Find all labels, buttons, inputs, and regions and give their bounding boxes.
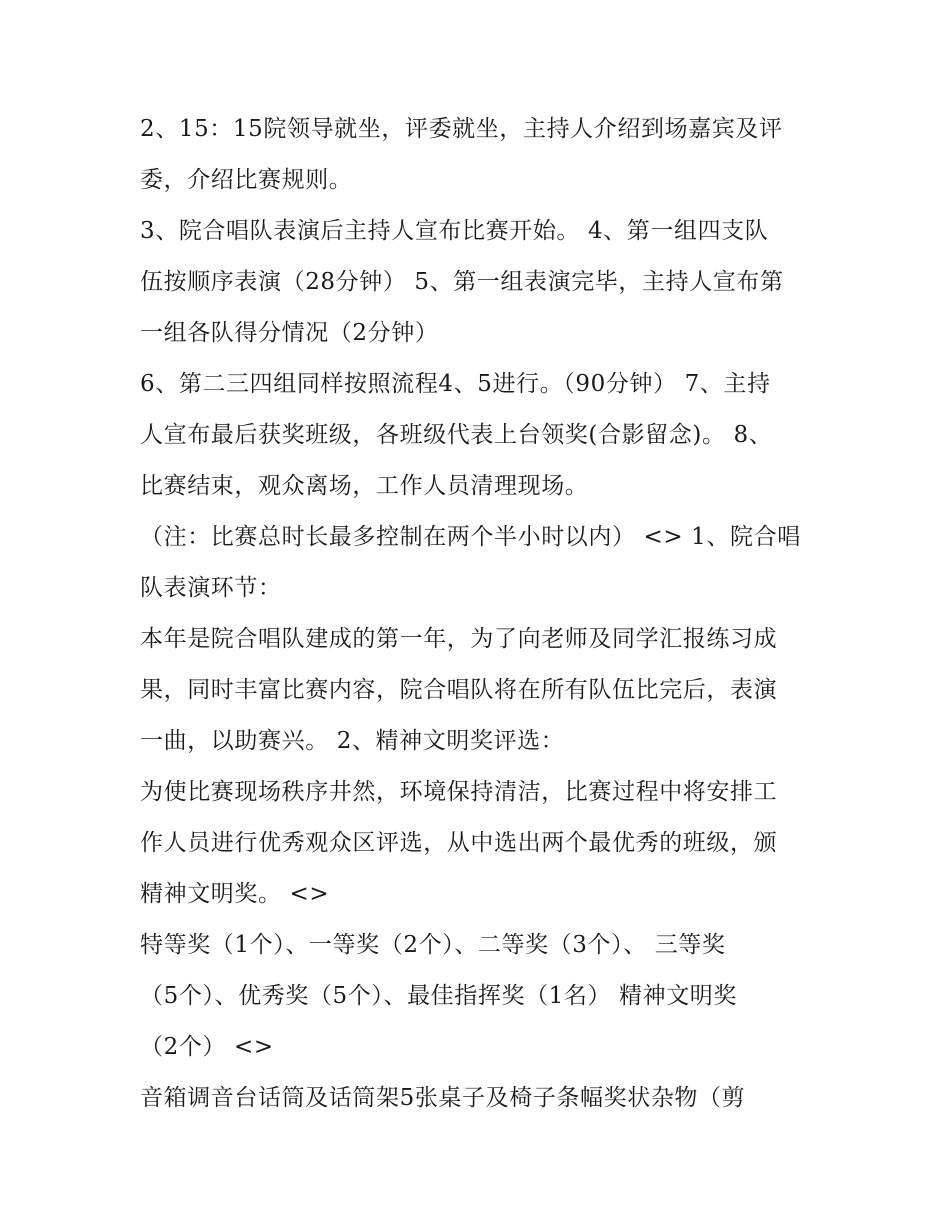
text-line: 伍按顺序表演（28分钟） 5、第一组表演完毕，主持人宣布第: [140, 269, 784, 295]
text-line: 3、院合唱队表演后主持人宣布比赛开始。 4、第一组四支队: [140, 218, 769, 244]
text-line: 委，介绍比赛规则。: [140, 167, 353, 193]
text-line: （注：比赛总时长最多控制在两个半小时以内） <> 1、院合唱: [140, 524, 801, 550]
text-line: 音箱调音台话筒及话筒架5张桌子及椅子条幅奖状杂物（剪: [140, 1085, 746, 1111]
text-line: 为使比赛现场秩序井然，环境保持清洁，比赛过程中将安排工: [140, 779, 778, 805]
text-line: 一曲，以助赛兴。 2、精神文明奖评选：: [140, 728, 565, 754]
text-line: 特等奖（1个）、一等奖（2个）、二等奖（3个）、 三等奖: [140, 932, 726, 958]
text-line: 作人员进行优秀观众区评选，从中选出两个最优秀的班级，颁: [140, 830, 778, 856]
text-line: 一组各队得分情况（2分钟）: [140, 320, 439, 346]
text-line: 本年是院合唱队建成的第一年，为了向老师及同学汇报练习成: [140, 626, 778, 652]
text-line: 果，同时丰富比赛内容，院合唱队将在所有队伍比完后，表演: [140, 677, 778, 703]
text-line: （2个） <>: [140, 1034, 274, 1060]
document-body: [140, 104, 820, 1124]
text-line: 比赛结束，观众离场，工作人员清理现场。: [140, 473, 589, 499]
text-line: （5个）、优秀奖（5个）、最佳指挥奖（1名） 精神文明奖: [140, 983, 738, 1009]
text-line: 人宣布最后获奖班级，各班级代表上台领奖(合影留念)。 8、: [140, 422, 773, 448]
text-line: 2、15：15院领导就坐，评委就坐，主持人介绍到场嘉宾及评: [140, 116, 783, 142]
text-line: 精神文明奖。 <>: [140, 881, 330, 907]
text-line: 队表演环节：: [140, 575, 282, 601]
text-line: 6、第二三四组同样按照流程4、5进行。（90分钟） 7、主持: [140, 371, 771, 397]
